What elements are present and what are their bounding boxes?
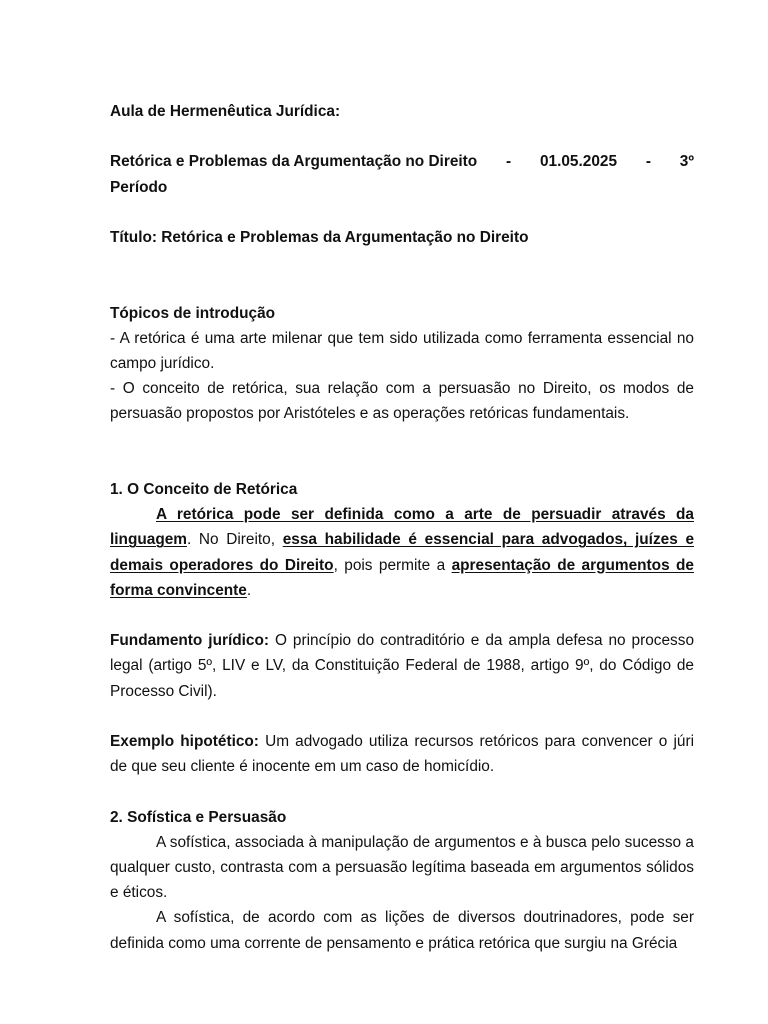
exemplo-text: Um advogado utiliza recursos retóricos para convencer o júri de que seu cliente é inocente em um caso de homicídio.: [110, 732, 694, 776]
section1-paragraph: [110, 502, 694, 603]
intro-heading: Tópicos de introdução: [110, 304, 276, 322]
section2-heading: 2. Sofística e Persuasão: [110, 808, 287, 826]
section2-paragraph: A sofística, de acordo com as lições de diversos doutrinadores, pode ser definida como uma corrente de pensamento e prática retórica que surgiu na Grécia: [110, 909, 694, 952]
paragraph-text: . No Direito,: [186, 531, 283, 549]
period-word: Período: [110, 178, 168, 196]
paragraph-text: , pois permite a: [333, 556, 452, 574]
section1-heading: 1. O Conceito de Retórica: [110, 480, 298, 498]
document-page: [110, 99, 694, 956]
intro-item: - A retórica é uma arte milenar que tem sido utilizada como ferramenta essencial no campo jurídico.: [110, 329, 694, 372]
intro-item: - O conceito de retórica, sua relação com a persuasão no Direito, os modos de persuasão propostos por Aristóteles e as operações retóricas fundamentais.: [110, 380, 694, 423]
underlined-phrase: apresentação de argumentos de forma convincente: [110, 556, 694, 599]
fundamento-paragraph: [110, 628, 694, 704]
underlined-phrase: A retórica pode ser definida como a arte de persuadir através da linguagem: [110, 506, 694, 549]
lesson-date: 01.05.2025: [539, 153, 617, 171]
paragraph-text: .: [246, 581, 252, 599]
underlined-phrase: essa habilidade é essencial para advogados, juízes e demais operadores do Direito: [110, 531, 695, 574]
section2-paragraph: A sofística, associada à manipulação de argumentos e à busca pelo sucesso a qualquer custo, contrasta com a persuasão legítima baseada em argumentos sólidos e éticos.: [110, 833, 694, 902]
period-number: 3º: [679, 153, 694, 171]
lesson-topic: Retórica e Problemas da Argumentação no Direito: [110, 153, 478, 171]
exemplo-paragraph: [110, 729, 694, 779]
exemplo-label: Exemplo hipotético:: [110, 732, 259, 750]
lesson-subtitle-line: [110, 149, 694, 174]
separator-dash: -: [645, 153, 651, 171]
separator-dash: -: [506, 153, 512, 171]
fundamento-text: O princípio do contraditório e da ampla defesa no processo legal (artigo 5º, LIV e LV, da Constituição Federal de 1988, artigo 9º, do Código de Processo Civil).: [110, 632, 694, 700]
course-heading: Aula de Hermenêutica Jurídica:: [110, 103, 341, 120]
document-title: Título: Retórica e Problemas da Argumentação no Direito: [110, 228, 529, 246]
fundamento-label: Fundamento jurídico:: [110, 632, 270, 650]
